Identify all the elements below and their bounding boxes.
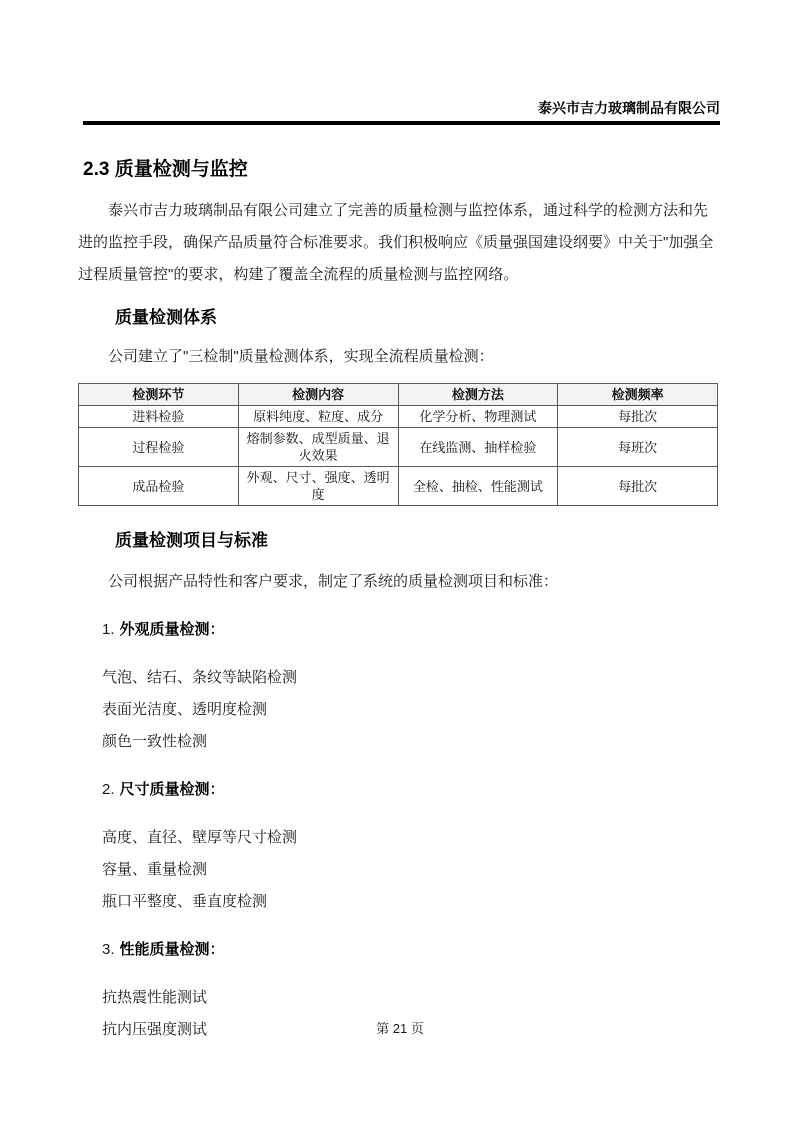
document-header <box>83 100 720 125</box>
col-header-stage: 检测环节 <box>79 384 239 406</box>
col-header-content: 检测内容 <box>238 384 398 406</box>
table-head <box>79 384 718 406</box>
header-divider-rule <box>83 121 720 125</box>
subsection1-lead: 公司建立了"三检制"质量检测体系，实现全流程质量检测： <box>108 348 494 365</box>
cell-content: 原料纯度、粒度、成分 <box>238 406 398 428</box>
numbered-item-dimension <box>102 780 720 800</box>
table-row <box>79 467 718 506</box>
cell-stage: 进料检验 <box>79 406 239 428</box>
cell-stage: 过程检验 <box>79 428 239 467</box>
detail-line: 瓶口平整度、垂直度检测 <box>102 893 268 910</box>
cell-content: 外观、尺寸、强度、透明度 <box>238 467 398 506</box>
col-header-frequency: 检测频率 <box>558 384 718 406</box>
cell-method: 化学分析、物理测试 <box>398 406 558 428</box>
table-body <box>79 406 718 506</box>
cell-frequency: 每批次 <box>558 467 718 506</box>
cell-frequency: 每班次 <box>558 428 718 467</box>
qc-inspection-table <box>78 383 718 506</box>
numbered-item-performance <box>102 940 720 960</box>
intro-paragraph: 泰兴市吉力玻璃制品有限公司建立了完善的质量检测与监控体系，通过科学的检测方法和先进的监控手段，确保产品质量符合标准要求。我们积极响应《质量强国建设纲要》中关于"加强全过程质量管控"的要求，构建了覆盖全流程的质量检测与监控网络。 <box>78 202 714 283</box>
cell-method: 在线监测、抽样检验 <box>398 428 558 467</box>
detail-line: 容量、重量检测 <box>102 861 208 878</box>
detail-line: 气泡、结石、条纹等缺陷检测 <box>102 669 298 686</box>
item-colon: ： <box>209 941 225 958</box>
subsection2-lead: 公司根据产品特性和客户要求，制定了系统的质量检测项目和标准： <box>108 573 559 590</box>
cell-stage: 成品检验 <box>79 467 239 506</box>
detail-line: 高度、直径、壁厚等尺寸检测 <box>102 829 298 846</box>
cell-content: 熔制参数、成型质量、退火效果 <box>238 428 398 467</box>
detail-line: 抗热震性能测试 <box>102 989 208 1006</box>
cell-frequency: 每批次 <box>558 406 718 428</box>
page-number-label: 第 21 页 <box>376 1021 424 1036</box>
table-row <box>79 406 718 428</box>
section-title: 2.3 质量检测与监控 <box>83 159 248 180</box>
cell-method: 全检、抽检、性能测试 <box>398 467 558 506</box>
col-header-method: 检测方法 <box>398 384 558 406</box>
item-colon: ： <box>209 781 225 798</box>
detail-line: 表面光洁度、透明度检测 <box>102 701 268 718</box>
item-number: 3. <box>102 941 115 958</box>
numbered-item-appearance <box>102 620 720 640</box>
page-footer <box>0 1018 800 1037</box>
subsection-title-qc-items: 质量检测项目与标准 <box>115 531 268 550</box>
item-number: 1. <box>102 621 115 638</box>
item-term: 性能质量检测 <box>119 941 210 958</box>
subsection-title-qc-system: 质量检测体系 <box>115 308 217 327</box>
item-number: 2. <box>102 781 115 798</box>
item-term: 外观质量检测 <box>119 621 210 638</box>
table-row <box>79 428 718 467</box>
detail-line: 颜色一致性检测 <box>102 733 208 750</box>
company-name: 泰兴市吉力玻璃制品有限公司 <box>538 100 720 116</box>
detail-line: 抗内压强度测试 <box>102 1021 208 1038</box>
item-colon: ： <box>209 621 225 638</box>
item-term: 尺寸质量检测 <box>119 781 210 798</box>
table-header-row <box>79 384 718 406</box>
